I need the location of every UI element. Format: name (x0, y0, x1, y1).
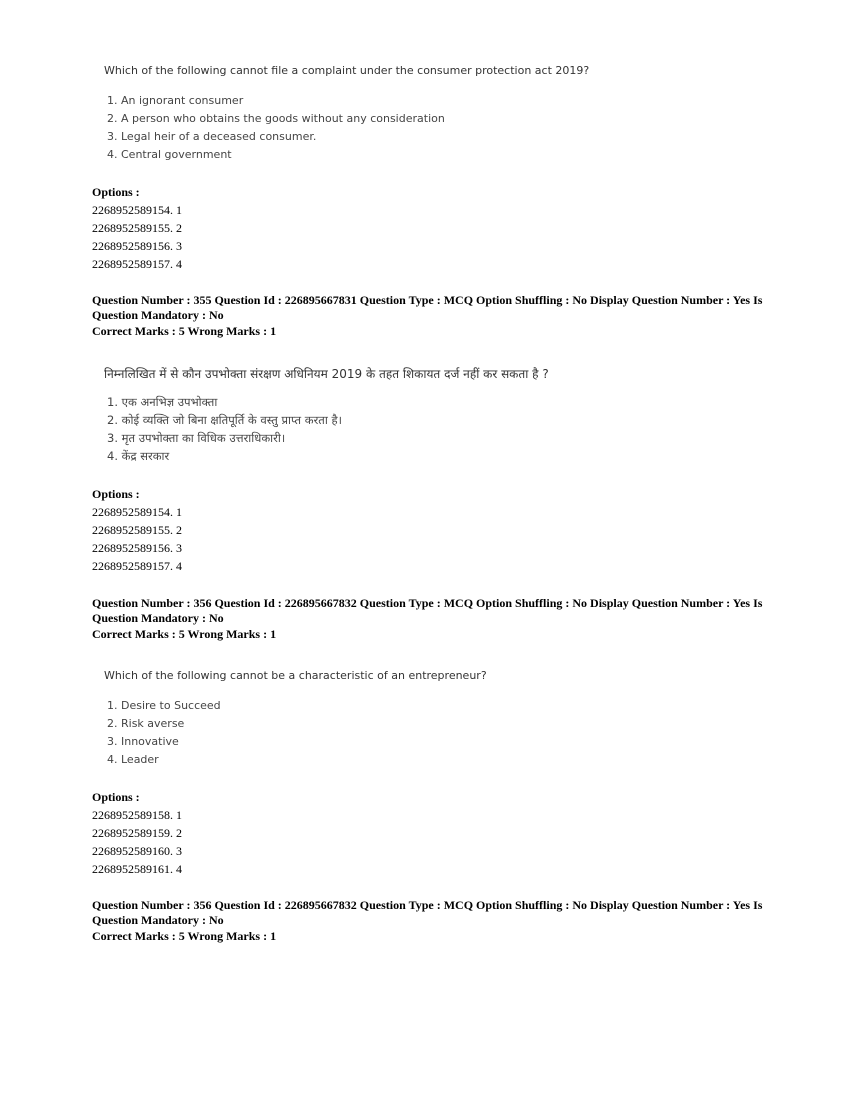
meta-line: Question Mandatory : No (92, 308, 224, 322)
choice-list (107, 92, 445, 164)
option-id: 2268952589159. 2 (92, 826, 182, 840)
choice-item: 2. A person who obtains the goods without any consideration (107, 112, 445, 125)
options-block (92, 788, 182, 878)
meta-line: Correct Marks : 5 Wrong Marks : 1 (92, 929, 277, 943)
options-block (92, 183, 182, 273)
choice-item: 3. मृत उपभोक्ता का विधिक उत्तराधिकारी। (107, 431, 286, 445)
meta-line: Correct Marks : 5 Wrong Marks : 1 (92, 627, 277, 641)
choice-item: 2. कोई व्यक्ति जो बिना क्षतिपूर्ति के वस्तु प्राप्त करता है। (107, 413, 342, 427)
question-text: Which of the following cannot file a complaint under the consumer protection act 2019? (104, 64, 590, 77)
question-meta (92, 293, 772, 339)
meta-line: Question Mandatory : No (92, 913, 224, 927)
choice-item: 1. An ignorant consumer (107, 94, 244, 107)
choice-item: 3. Legal heir of a deceased consumer. (107, 130, 317, 143)
choice-item: 4. केंद्र सरकार (107, 449, 170, 463)
choice-list (107, 697, 221, 769)
option-id: 2268952589154. 1 (92, 203, 182, 217)
meta-line: Question Number : 355 Question Id : 226895667831 Question Type : MCQ Option Shuffling : No Display Question Number : Yes Is (92, 293, 763, 307)
option-id: 2268952589156. 3 (92, 239, 182, 253)
option-id: 2268952589157. 4 (92, 257, 182, 271)
option-id: 2268952589158. 1 (92, 808, 182, 822)
option-id: 2268952589155. 2 (92, 221, 182, 235)
meta-line: Correct Marks : 5 Wrong Marks : 1 (92, 324, 277, 338)
question-text: निम्नलिखित में से कौन उपभोक्ता संरक्षण अधिनियम 2019 के तहत शिकायत दर्ज नहीं कर सकता है ? (104, 367, 549, 381)
option-id: 2268952589154. 1 (92, 505, 182, 519)
meta-line: Question Mandatory : No (92, 611, 224, 625)
choice-item: 3. Innovative (107, 735, 179, 748)
option-id: 2268952589160. 3 (92, 844, 182, 858)
meta-line: Question Number : 356 Question Id : 226895667832 Question Type : MCQ Option Shuffling : No Display Question Number : Yes Is (92, 898, 763, 912)
choice-item: 2. Risk averse (107, 717, 185, 730)
options-label: Options : (92, 487, 140, 501)
question-meta (92, 596, 772, 642)
choice-item: 1. एक अनभिज्ञ उपभोक्ता (107, 395, 218, 409)
option-id: 2268952589156. 3 (92, 541, 182, 555)
question-text: Which of the following cannot be a characteristic of an entrepreneur? (104, 669, 487, 682)
choice-list (107, 393, 342, 465)
choice-item: 4. Central government (107, 148, 232, 161)
options-label: Options : (92, 790, 140, 804)
option-id: 2268952589157. 4 (92, 559, 182, 573)
meta-line: Question Number : 356 Question Id : 226895667832 Question Type : MCQ Option Shuffling : No Display Question Number : Yes Is (92, 596, 763, 610)
choice-item: 1. Desire to Succeed (107, 699, 221, 712)
option-id: 2268952589161. 4 (92, 862, 182, 876)
options-block (92, 485, 182, 575)
option-id: 2268952589155. 2 (92, 523, 182, 537)
question-meta (92, 898, 772, 944)
options-label: Options : (92, 185, 140, 199)
choice-item: 4. Leader (107, 753, 159, 766)
